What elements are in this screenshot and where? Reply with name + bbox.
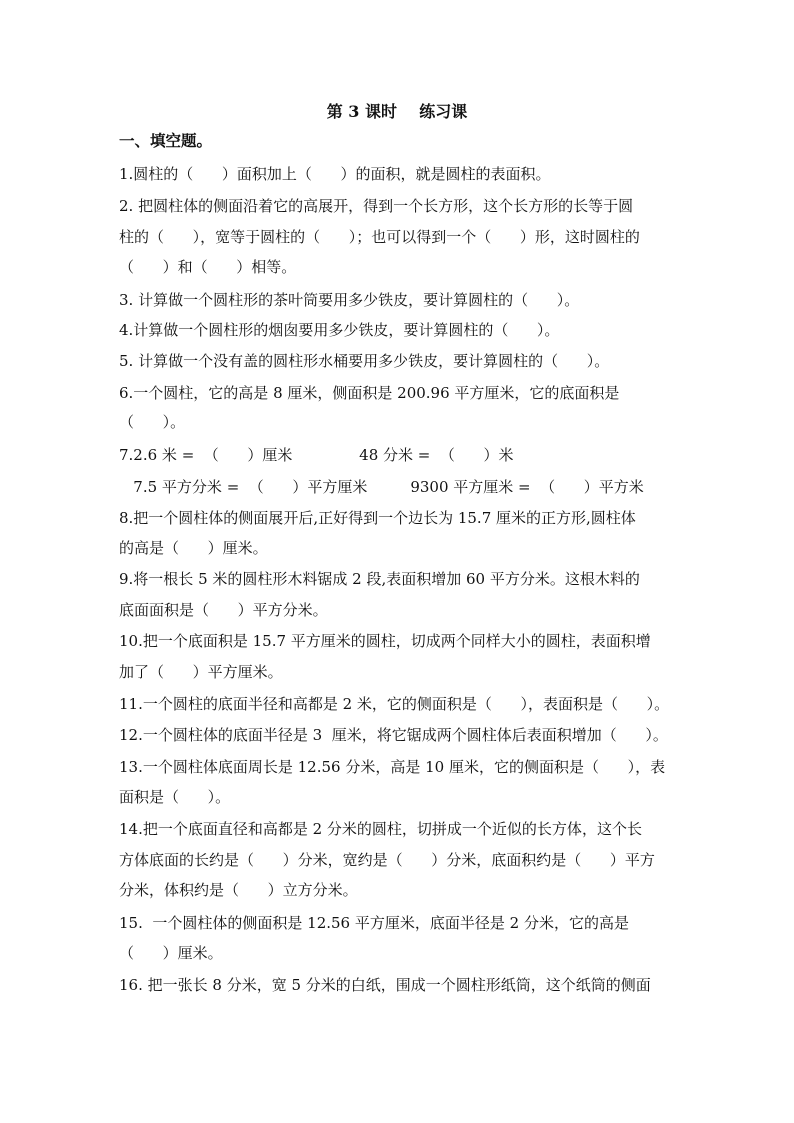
question-12: 12.一个圆柱体的底面半径是 3 厘米，将它锯成两个圆柱体后表面积增加（ ）。	[119, 726, 668, 744]
question-15-line-2: （ ）厘米。	[119, 944, 223, 962]
question-13-line-1: 13.一个圆柱体底面周长是 12.56 分米，高是 10 厘米，它的侧面积是（ ），表	[119, 758, 666, 776]
lesson-title: 第 3 课时 练习课	[326, 102, 468, 121]
question-8-line-1: 8.把一个圆柱体的侧面展开后,正好得到一个边长为 15.7 厘米的正方形,圆柱体	[119, 509, 636, 527]
question-2-line-2: 柱的（ ），宽等于圆柱的（ ）；也可以得到一个（ ）形，这时圆柱的	[119, 228, 640, 246]
question-14-line-1: 14.把一个底面直径和高都是 2 分米的圆柱，切拼成一个近似的长方体，这个长	[119, 820, 642, 838]
question-15-line-1: 15. 一个圆柱体的侧面积是 12.56 平方厘米，底面半径是 2 分米，它的高是	[119, 914, 629, 932]
question-7-line-2: 7.5 平方分米 = （ ）平方厘米 9300 平方厘米 = （ ）平方米	[119, 478, 644, 496]
question-16-line-1: 16. 把一张长 8 分米，宽 5 分米的白纸，围成一个圆柱形纸筒，这个纸筒的侧面	[119, 976, 651, 994]
section-heading: 一、填空题。	[119, 131, 213, 150]
question-2-line-3: （ ）和（ ）相等。	[119, 258, 297, 276]
question-10-line-1: 10.把一个底面积是 15.7 平方厘米的圆柱，切成两个同样大小的圆柱，表面积增	[119, 632, 651, 650]
question-14-line-3: 分米，体积约是（ ）立方分米。	[119, 881, 358, 899]
question-3: 3. 计算做一个圆柱形的茶叶筒要用多少铁皮，要计算圆柱的（ ）。	[119, 291, 580, 309]
question-9-line-1: 9.将一根长 5 米的圆柱形木料锯成 2 段,表面积增加 60 平方分米。这根木料的	[119, 570, 640, 588]
question-5: 5. 计算做一个没有盖的圆柱形水桶要用多少铁皮，要计算圆柱的（ ）。	[119, 352, 610, 370]
question-6-line-1: 6.一个圆柱，它的高是 8 厘米，侧面积是 200.96 平方厘米，它的底面积是	[119, 384, 620, 402]
question-14-line-2: 方体底面的长约是（ ）分米，宽约是（ ）分米，底面积约是（ ）平方	[119, 851, 655, 869]
question-11: 11.一个圆柱的底面半径和高都是 2 米，它的侧面积是（ ），表面积是（ ）。	[119, 695, 670, 713]
question-4: 4.计算做一个圆柱形的烟囱要用多少铁皮，要计算圆柱的（ ）。	[119, 321, 560, 339]
question-9-line-2: 底面面积是（ ）平方分米。	[119, 601, 328, 619]
question-2-line-1: 2. 把圆柱体的侧面沿着它的高展开，得到一个长方形，这个长方形的长等于圆	[119, 197, 634, 215]
question-6-line-2: （ ）。	[119, 413, 186, 431]
question-8-line-2: 的高是（ ）厘米。	[119, 539, 268, 557]
question-10-line-2: 加了（ ）平方厘米。	[119, 663, 283, 681]
question-13-line-2: 面积是（ ）。	[119, 788, 231, 806]
question-7-line-1: 7.2.6 米 = （ ）厘米 48 分米 = （ ）米	[119, 446, 514, 464]
question-1: 1.圆柱的（ ）面积加上（ ）的面积，就是圆柱的表面积。	[119, 165, 551, 183]
